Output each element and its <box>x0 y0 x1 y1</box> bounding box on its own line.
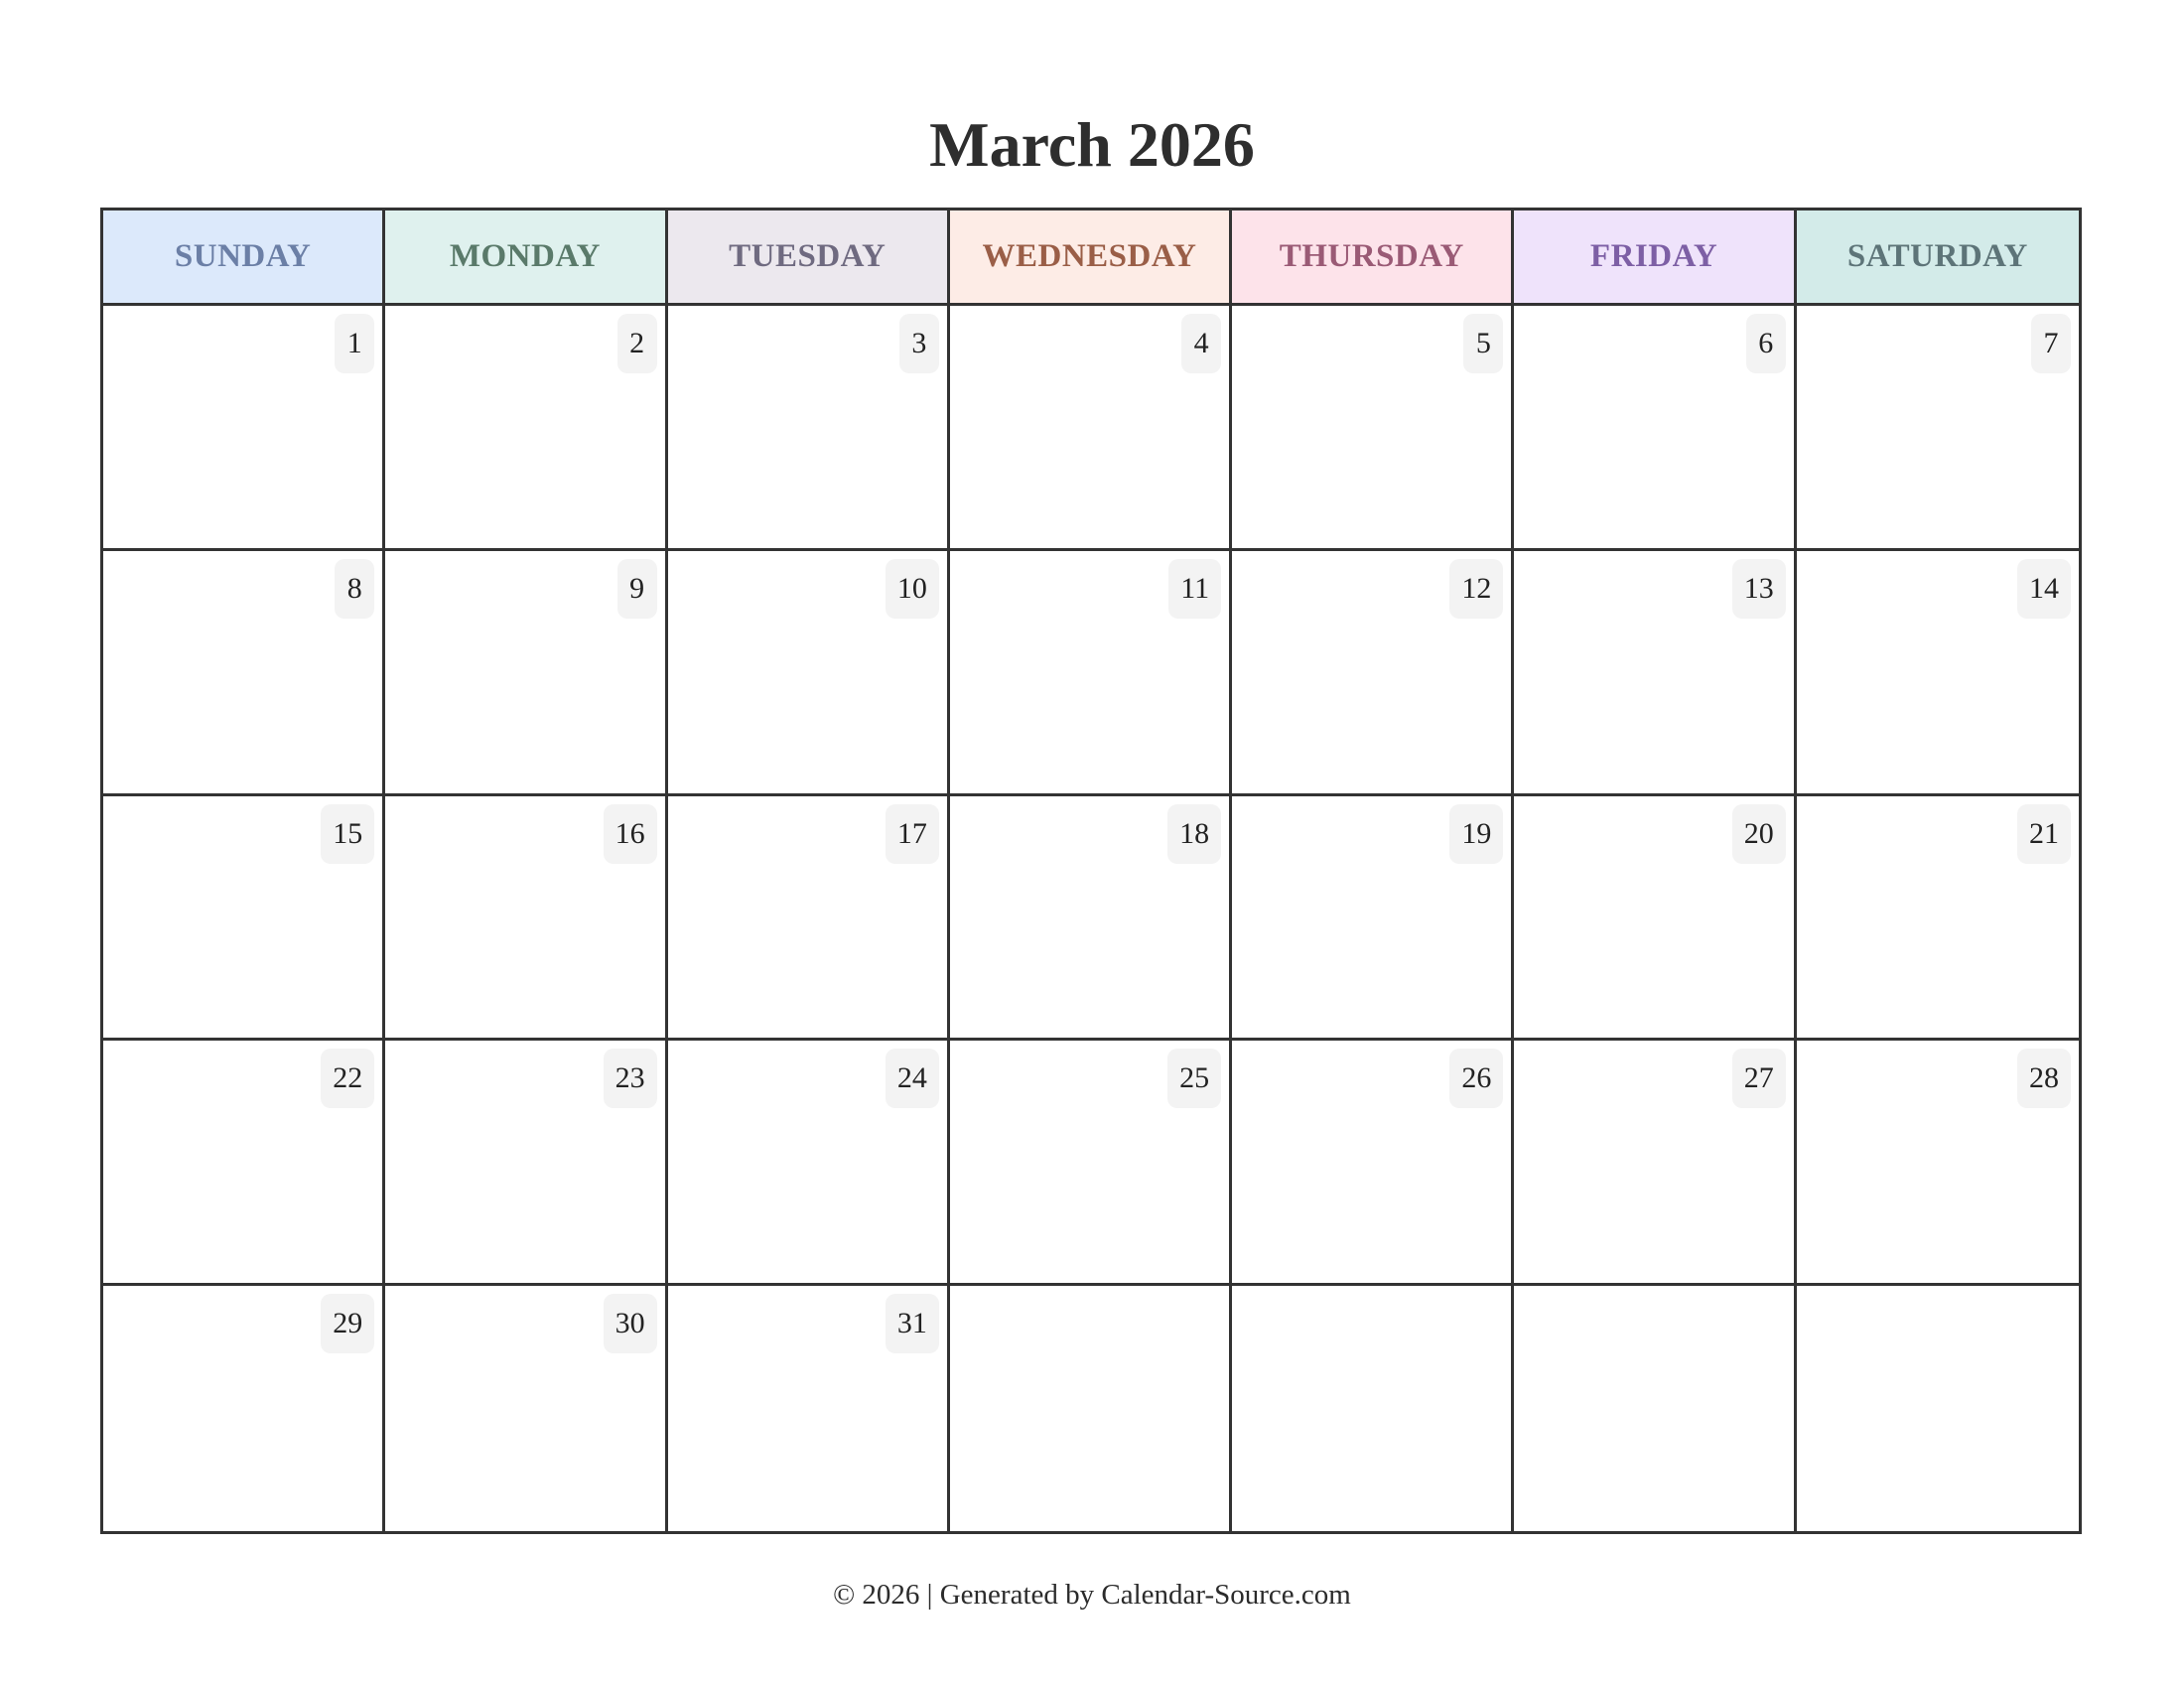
day-cell[interactable] <box>1514 796 1796 1042</box>
day-number: 6 <box>1746 314 1786 373</box>
day-cell[interactable] <box>103 551 385 796</box>
day-number: 11 <box>1168 559 1221 619</box>
day-number: 8 <box>335 559 374 619</box>
day-number: 14 <box>2017 559 2071 619</box>
day-cell[interactable] <box>1232 1041 1514 1286</box>
day-number: 9 <box>617 559 657 619</box>
day-number: 17 <box>886 804 939 864</box>
day-number: 13 <box>1732 559 1786 619</box>
day-number: 31 <box>886 1294 939 1353</box>
day-number: 12 <box>1449 559 1503 619</box>
weekday-header-tuesday: TUESDAY <box>668 211 950 306</box>
day-cell[interactable] <box>1232 306 1514 551</box>
day-number: 24 <box>886 1049 939 1108</box>
day-cell[interactable] <box>1797 1041 2079 1286</box>
weekday-header-friday: FRIDAY <box>1514 211 1796 306</box>
day-cell[interactable] <box>1514 1041 1796 1286</box>
day-number: 1 <box>335 314 374 373</box>
day-cell[interactable] <box>1797 796 2079 1042</box>
day-cell[interactable] <box>1232 796 1514 1042</box>
day-cell[interactable] <box>950 306 1232 551</box>
day-number: 28 <box>2017 1049 2071 1108</box>
day-cell[interactable] <box>950 551 1232 796</box>
day-cell[interactable] <box>1797 306 2079 551</box>
day-cell[interactable] <box>950 796 1232 1042</box>
weekday-header-saturday: SATURDAY <box>1797 211 2079 306</box>
day-cell-empty[interactable] <box>1232 1286 1514 1531</box>
calendar-grid <box>100 208 2082 1534</box>
day-cell[interactable] <box>385 1286 667 1531</box>
day-number: 20 <box>1732 804 1786 864</box>
day-cell[interactable] <box>385 551 667 796</box>
day-number: 30 <box>604 1294 657 1353</box>
day-cell[interactable] <box>950 1041 1232 1286</box>
day-number: 27 <box>1732 1049 1786 1108</box>
day-cell[interactable] <box>385 796 667 1042</box>
day-number: 29 <box>321 1294 374 1353</box>
day-cell[interactable] <box>668 306 950 551</box>
day-cell[interactable] <box>103 796 385 1042</box>
day-number: 25 <box>1167 1049 1221 1108</box>
day-number: 4 <box>1181 314 1221 373</box>
day-cell-empty[interactable] <box>1797 1286 2079 1531</box>
day-cell[interactable] <box>1514 551 1796 796</box>
day-number: 10 <box>886 559 939 619</box>
day-cell[interactable] <box>668 551 950 796</box>
page-title: March 2026 <box>929 109 1255 180</box>
day-cell[interactable] <box>1514 306 1796 551</box>
weekday-header-wednesday: WEDNESDAY <box>950 211 1232 306</box>
day-cell[interactable] <box>1232 551 1514 796</box>
day-number: 2 <box>617 314 657 373</box>
day-number: 15 <box>321 804 374 864</box>
day-cell[interactable] <box>103 306 385 551</box>
day-cell-empty[interactable] <box>1514 1286 1796 1531</box>
day-number: 26 <box>1449 1049 1503 1108</box>
day-number: 18 <box>1167 804 1221 864</box>
day-cell[interactable] <box>668 796 950 1042</box>
day-cell[interactable] <box>668 1286 950 1531</box>
day-number: 3 <box>899 314 939 373</box>
weekday-header-monday: MONDAY <box>385 211 667 306</box>
day-number: 21 <box>2017 804 2071 864</box>
day-number: 22 <box>321 1049 374 1108</box>
weekday-header-sunday: SUNDAY <box>103 211 385 306</box>
weekday-header-thursday: THURSDAY <box>1232 211 1514 306</box>
day-cell[interactable] <box>385 1041 667 1286</box>
day-cell[interactable] <box>1797 551 2079 796</box>
day-cell[interactable] <box>103 1041 385 1286</box>
day-number: 16 <box>604 804 657 864</box>
day-cell[interactable] <box>385 306 667 551</box>
day-cell-empty[interactable] <box>950 1286 1232 1531</box>
day-cell[interactable] <box>103 1286 385 1531</box>
footer-credit: © 2026 | Generated by Calendar-Source.com <box>833 1579 1351 1611</box>
day-number: 5 <box>1463 314 1503 373</box>
day-number: 7 <box>2031 314 2071 373</box>
day-cell[interactable] <box>668 1041 950 1286</box>
day-number: 19 <box>1449 804 1503 864</box>
day-number: 23 <box>604 1049 657 1108</box>
